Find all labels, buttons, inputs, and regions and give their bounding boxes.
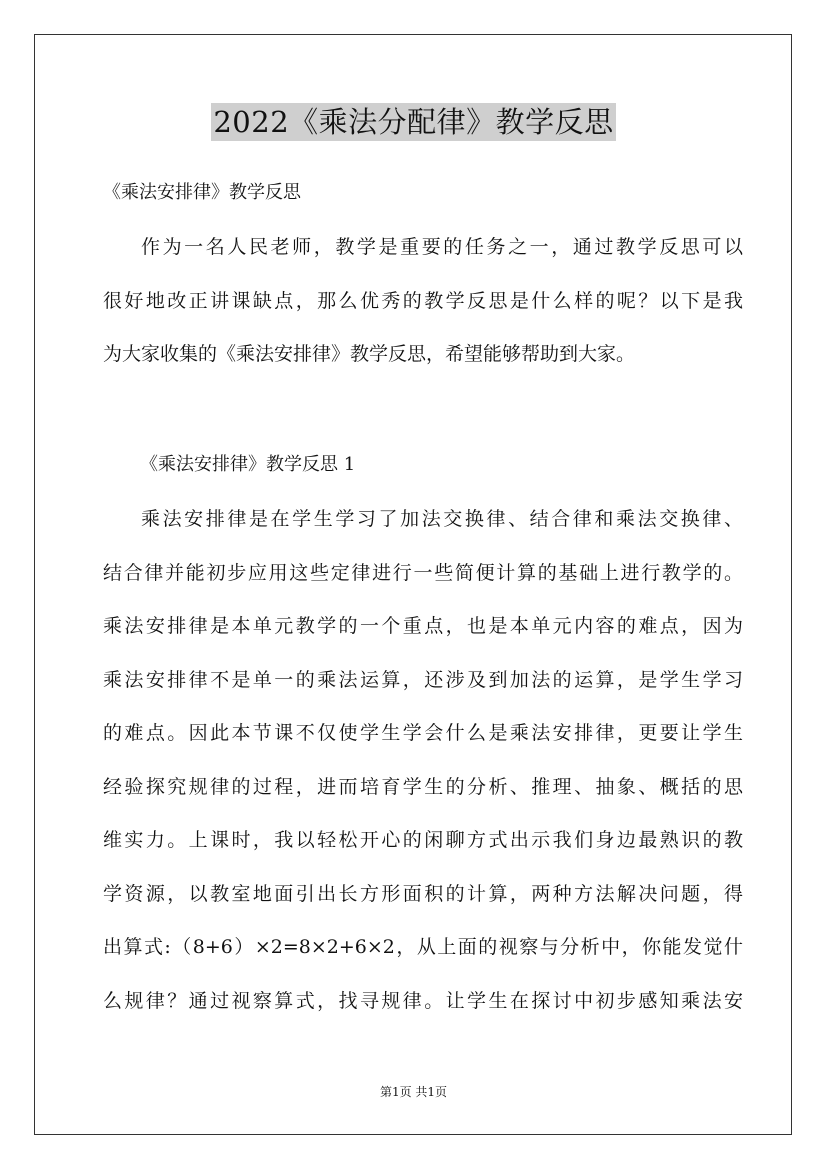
body-line: 经验探究规律的过程，进而培育学生的分析、推理、抽象、概括的思 [103, 775, 743, 798]
body-line: 学资源，以教室地面引出长方形面积的计算，两种方法解决问题，得 [103, 882, 743, 905]
title-container [0, 103, 827, 141]
body-line: 乘法安排律是在学生学习了加法交换律、结合律和乘法交换律、 [141, 508, 743, 530]
intro-line: 为大家收集的《乘法安排律》教学反思，希望能够帮助到大家。 [103, 343, 636, 365]
body-line: 乘法安排律是本单元教学的一个重点，也是本单元内容的难点，因为 [103, 615, 743, 637]
body-line: 乘法安排律不是单一的乘法运算，还涉及到加法的运算，是学生学习 [103, 668, 743, 691]
document-subtitle: 《乘法安排律》教学反思 [103, 182, 301, 203]
body-line: 的难点。因此本节课不仅使学生学会什么是乘法安排律，更要让学生 [103, 722, 743, 744]
body-line: 维实力。上课时，我以轻松开心的闲聊方式出示我们身边最熟识的教 [103, 829, 743, 851]
body-line: 么规律？通过视察算式，找寻规律。让学生在探讨中初步感知乘法安 [103, 989, 743, 1012]
document-title: 2022《乘法分配律》教学反思 [213, 105, 614, 139]
body-line: 结合律并能初步应用这些定律进行一些简便计算的基础上进行教学的。 [103, 561, 743, 584]
body-line: 出算式:（8+6）×2=8×2+6×2，从上面的视察与分析中，你能发觉什 [103, 936, 743, 958]
intro-paragraph [103, 234, 743, 395]
intro-line: 很好地改正讲课缺点，那么优秀的教学反思是什么样的呢？以下是我 [103, 289, 743, 312]
body-paragraph [103, 506, 743, 1041]
intro-line: 作为一名人民老师，教学是重要的任务之一，通过教学反思可以 [141, 236, 743, 258]
section-heading: 《乘法安排律》教学反思 1 [140, 454, 356, 475]
page-footer: 第1页 共1页 [379, 1085, 448, 1099]
